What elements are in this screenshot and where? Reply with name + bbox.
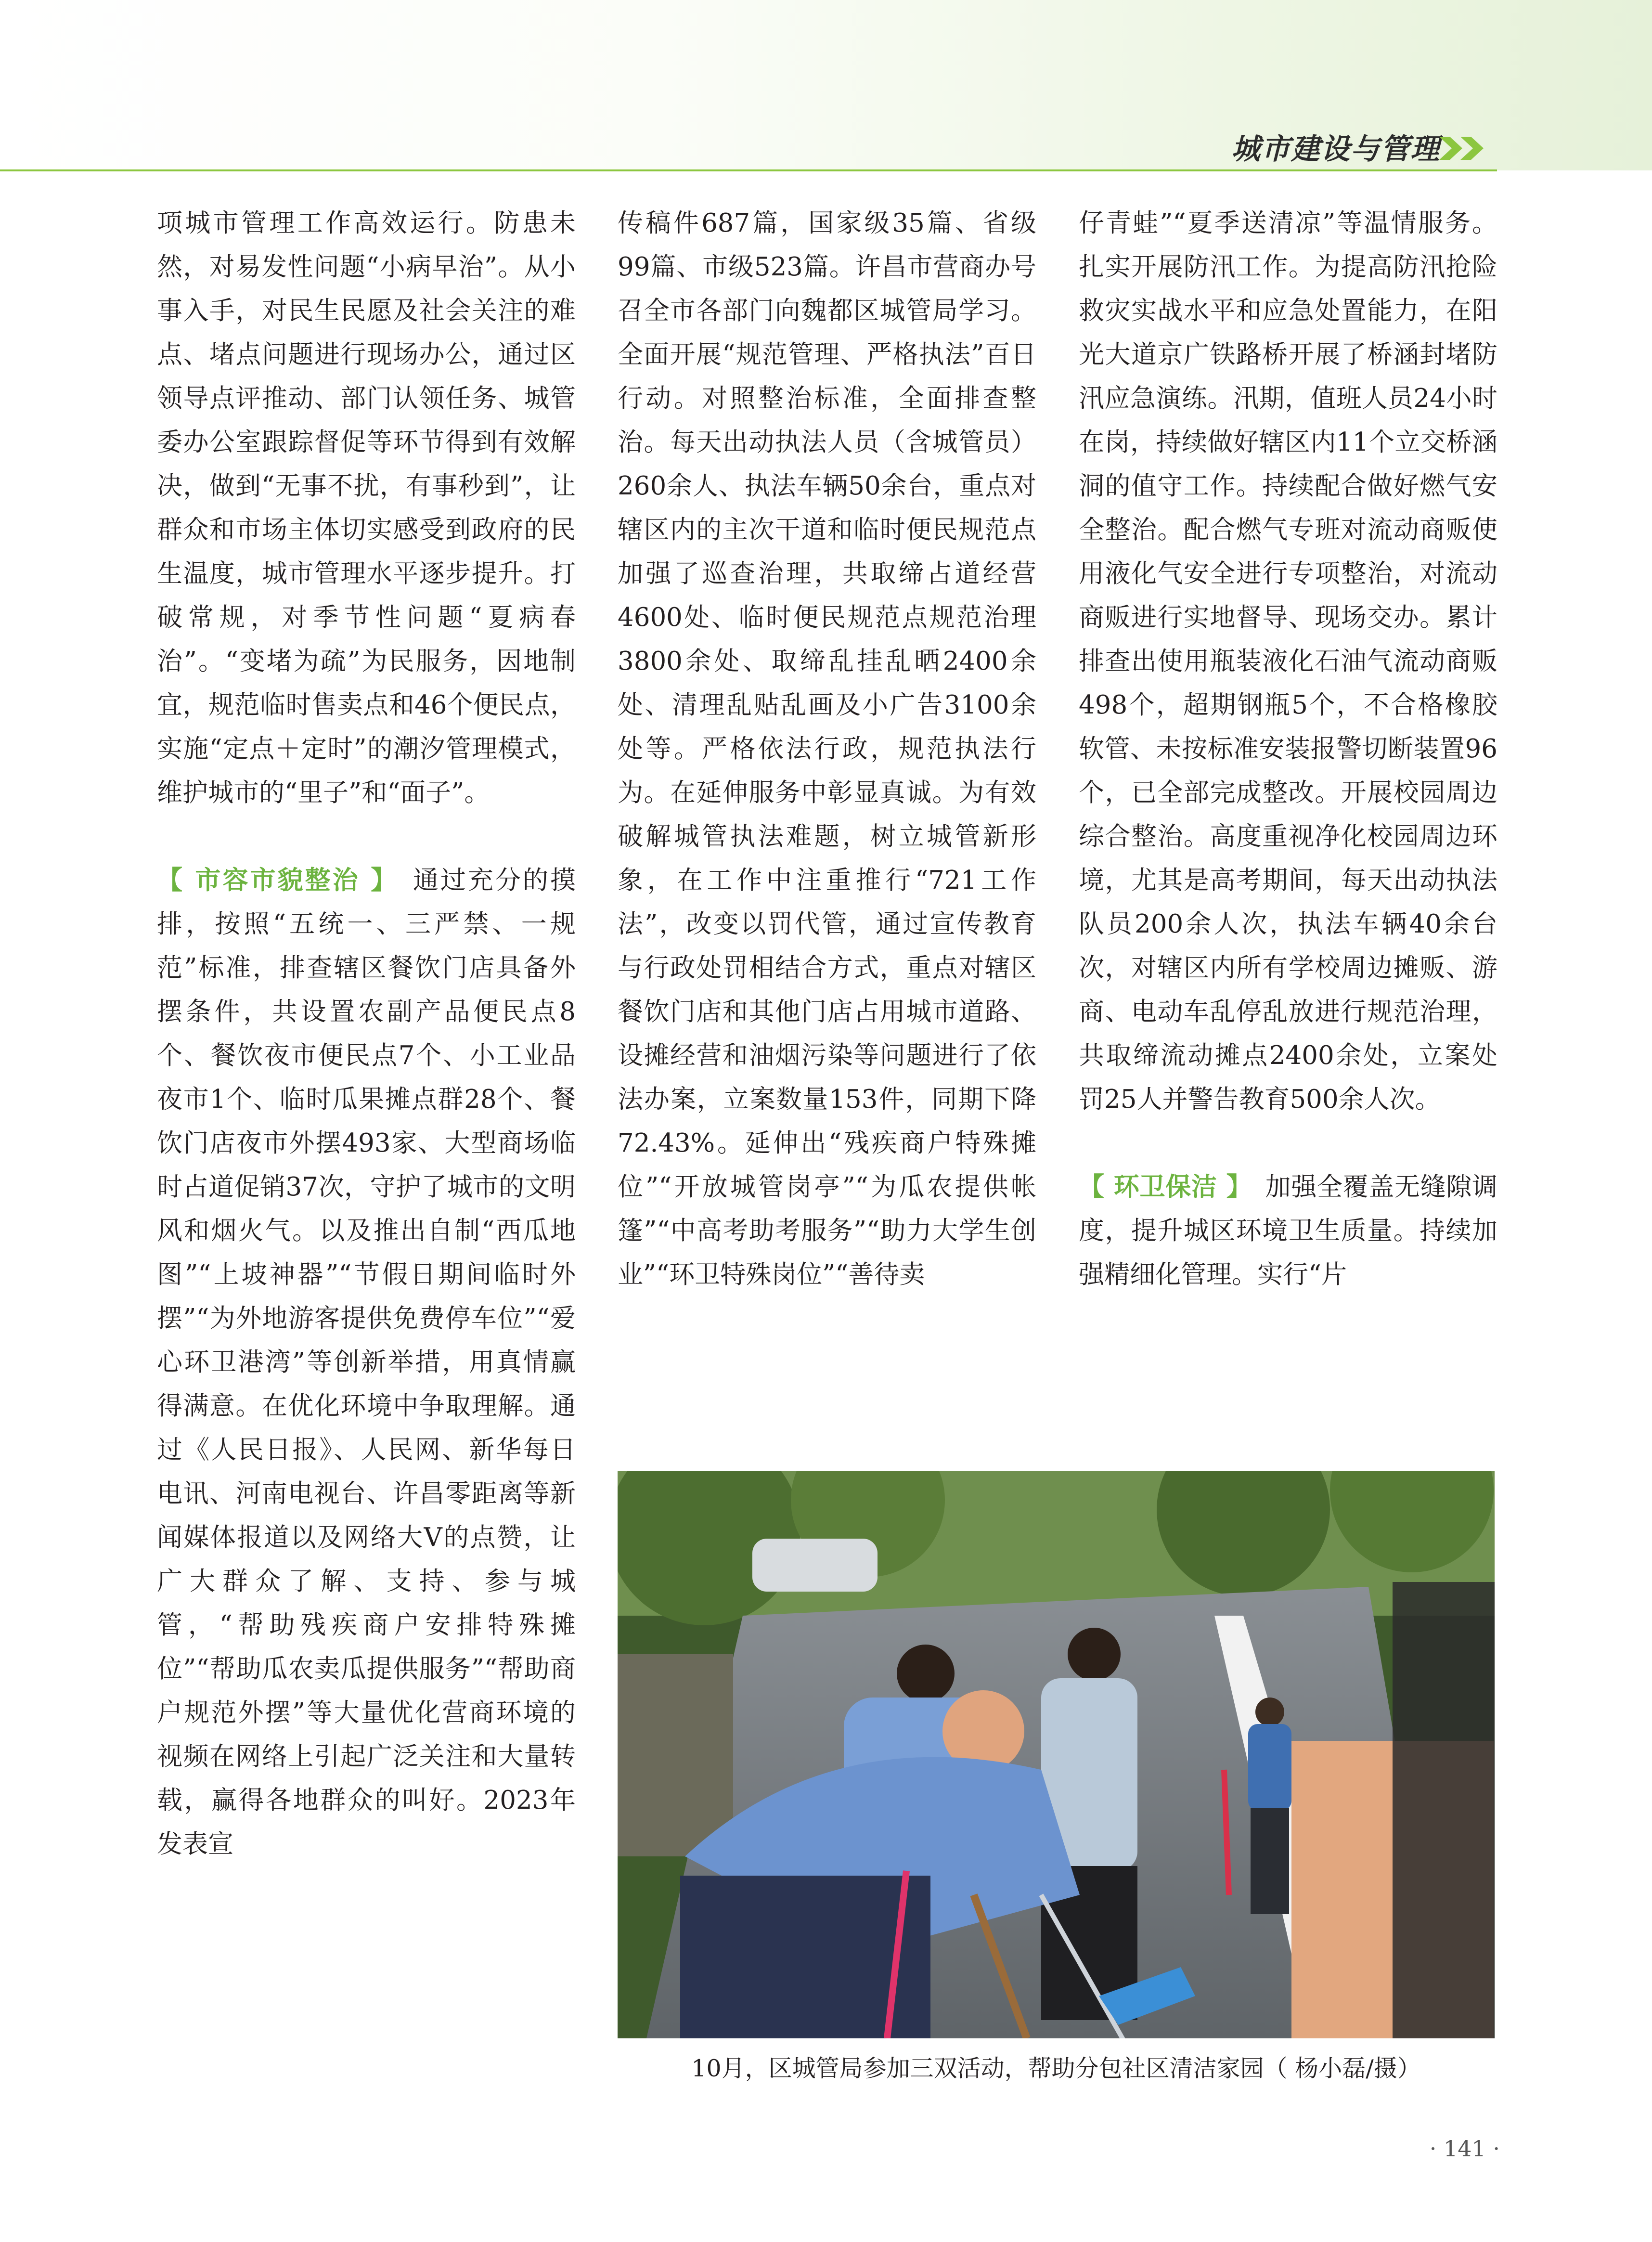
- page-number: · 141 ·: [1429, 2136, 1500, 2162]
- photo-caption: 10月，区城管局参加三双活动，帮助分包社区清洁家园（ 杨小磊/摄）: [691, 2055, 1421, 2082]
- double-chevron-icon: [1439, 135, 1492, 162]
- paragraph: 传稿件687篇，国家级35篇、省级99篇、市级523篇。许昌市营商办号召全市各部门向魏都区城管局学习。全面开展“规范管理、严格执法”百日行动。对照整治标准，全面排查整治。每天出动执法人员（含城管员）260余人、执法车辆50余台，重点对辖区内的主次干道和临时便民规范点加强了巡查治理，共取缔占道经营4600处、临时便民规范点规范治理3800余处、取缔乱挂乱晒2400余处、清理乱贴乱画及小广告3100余处等。严格依法行政，规范执法行为。在延伸服务中彰显真诚。为有效破解城管执法难题，树立城管新形象，在工作中注重推行“721工作法”，改变以罚代管，通过宣传教育与行政处罚相结合方式，重点对辖区餐饮门店和其他门店占用城市道路、设摊经营和油烟污染等问题进行了依法办案，立案数量153件，同期下降72.43%。延伸出“残疾商户特殊摊位”“开放城管岗亭”“为瓜农提供帐篷”“中高考助考服务”“助力大学生创业”“环卫特殊岗位”“善待卖: [618, 208, 1036, 1289]
- paragraph: 仔青蛙”“夏季送清凉”等温情服务。扎实开展防汛工作。为提高防汛抢险救灾实战水平和应急处置能力，在阳光大道京广铁路桥开展了桥涵封堵防汛应急演练。汛期，值班人员24小时在岗，持续做好辖区内11个立交桥涵洞的值守工作。持续配合做好燃气安全整治。配合燃气专班对流动商贩使用液化气安全进行专项整治，对流动商贩进行实地督导、现场交办。累计排查出使用瓶装液化石油气流动商贩498个，超期钢瓶5个，不合格橡胶软管、未按标准安装报警切断装置96个，已全部完成整改。开展校园周边综合整治。高度重视净化校园周边环境，尤其是高考期间，每天出动执法队员200余人次，执法车辆40余台次，对辖区内所有学校周边摊贩、游商、电动车乱停乱放进行规范治理，共取缔流动摊点2400余处，立案处罚25人并警告教育500余人次。: [1079, 208, 1497, 1114]
- paragraph-body: 加强全覆盖无缝隙调度，提升城区环境卫生质量。持续加强精细化管理。实行“片: [1079, 1172, 1498, 1289]
- subhead-city-appearance: 【 市容市貌整治 】: [157, 866, 386, 895]
- paragraph: [157, 858, 576, 1866]
- section-title: 城市建设与管理: [1231, 132, 1440, 166]
- text-column-1: [157, 201, 576, 1866]
- paragraph: 项城市管理工作高效运行。防患未然，对易发性问题“小病早治”。从小事入手，对民生民愿及社会关注的难点、堵点问题进行现场办公，通过区领导点评推动、部门认领任务、城管委办公室跟踪督促等环节得到有效解决，做到“无事不扰，有事秒到”，让群众和市场主体切实感受到政府的民生温度，城市管理水平逐步提升。打破常规，对季节性问题“夏病春治”。“变堵为疏”为民服务，因地制宜，规范临时售卖点和46个便民点，实施“定点＋定时”的潮汐管理模式，维护城市的“里子”和“面子”。: [157, 208, 576, 807]
- paragraph-body: 通过充分的摸排，按照“五统一、三严禁、一规范”标准，排查辖区餐饮门店具备外摆条件，共设置农副产品便民点8个、餐饮夜市便民点7个、小工业品夜市1个、临时瓜果摊点群28个、餐饮门店夜市外摆493家、大型商场临时占道促销37次，守护了城市的文明风和烟火气。以及推出自制“西瓜地图”“上坡神器”“节假日期间临时外摆”“为外地游客提供免费停车位”“爱心环卫港湾”等创新举措，用真情赢得满意。在优化环境中争取理解。通过《人民日报》、人民网、新华每日电讯、河南电视台、许昌零距离等新闻媒体报道以及网络大V的点赞，让广大群众了解、支持、参与城管，“帮助残疾商户安排特殊摊位”“帮助瓜农卖瓜提供服务”“帮助商户规范外摆”等大量优化营商环境的视频在网络上引起广泛关注和大量转载，赢得各地群众的叫好。2023年发表宣: [157, 866, 576, 1859]
- subhead-sanitation: 【 环卫保洁 】: [1079, 1172, 1239, 1202]
- text-column-3: [1079, 201, 1497, 1296]
- photo-illustration: [618, 1471, 1495, 2038]
- header-rule: [0, 169, 1497, 171]
- news-photo: [618, 1471, 1495, 2038]
- paragraph: [1079, 1165, 1497, 1296]
- text-column-2: [618, 201, 1036, 1296]
